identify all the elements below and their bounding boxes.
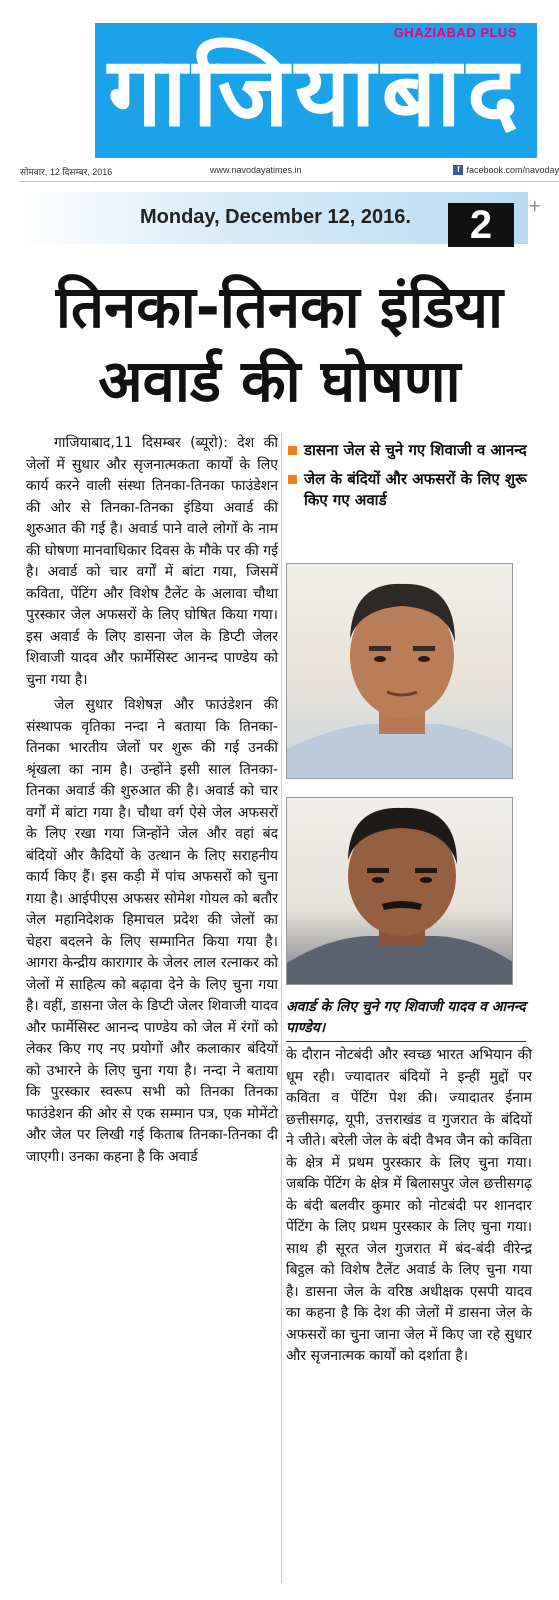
photo-caption: अवार्ड के लिए चुने गए शिवाजी यादव व आनन्द पाण्डेय। [286, 997, 526, 1042]
facebook-icon: f [453, 165, 463, 175]
highlight-text-2: जेल के बंदियों और अफसरों के लिए शुरू किए गए अवार्ड [304, 470, 527, 509]
portrait-photo-1 [286, 563, 513, 779]
crop-mark-icon: + [528, 196, 542, 215]
website-link[interactable]: www.navodayatimes.in [210, 165, 302, 175]
masthead [95, 23, 537, 158]
newspaper-title: गाजियाबाद [107, 36, 525, 148]
facebook-url: facebook.com/navoday [466, 165, 559, 175]
highlight-text-1: डासना जेल से चुने गए शिवाजी व आनन्द [304, 441, 527, 459]
page-number: 2 [448, 203, 514, 247]
article-body-left [26, 433, 278, 1168]
person-2-illustration [287, 798, 513, 985]
bullet-icon [288, 475, 297, 484]
hindi-date: सोमवार, 12 दिसम्बर, 2016 [20, 167, 113, 177]
article-headline [20, 270, 539, 418]
headline-line-1: तिनका-तिनका इंडिया [55, 273, 504, 341]
highlights-box [288, 440, 528, 519]
person-1-illustration [287, 564, 513, 779]
highlight-item [288, 469, 528, 511]
edition-label: GHAZIABAD PLUS [393, 25, 517, 40]
facebook-link[interactable] [453, 165, 559, 175]
paragraph-3: के दौरान नोटबंदी और स्वच्छ भारत अभियान की धूम रही। ज्यादातर बंदियों ने इन्हीं मुद्दों पर कविता व पेंटिंग पेश की। ज्यादातर ईनाम छत्तीसगढ़, यूपी, उत्तराखंड व गुजरात के बंदियों ने जीते। बरेली जेल के बंदी वैभव जैन को कविता के क्षेत्र में प्रथम पुरस्कार के लिए चुना गया। जबकि पेंटिंग के क्षेत्र में बिलासपुर जेल छत्तीसगढ़ के बंदी बलवीर कुमार को नोटबंदी पर शानदार पेंटिंग के लिए प्रथम पुरस्कार के लिए चुना गया। साथ ही सूरत जेल गुजरात में बंद-बंदी वीरेन्द्र बिट्ठल को विशेष टैलेंट अवार्ड के लिए चुना गया है। डासना जेल के वरिष्ठ अधीक्षक एसपी यादव का कहना है कि देश की जेलों में डासना जेल के अफसरों का चुना जाना जेल में किए जा रहे सुधार और सृजनात्मक कार्यों को दर्शाता है। [286, 1047, 532, 1364]
paragraph-2: जेल सुधार विशेषज्ञ और फाउंडेशन की संस्थापक वृतिका नन्दा ने बताया कि तिनका-तिनका भारतीय जेलों पर शुरू की गई उनकी श्रृंखला का नाम है। उन्होंने इसी साल तिनका-तिनका अवार्ड की शुरुआत की है। अवार्ड को चार वर्गों में बांटा गया है। चौथा वर्ग ऐसे जेल अफसरों के लिए रखा गया जिन्होंने जेल और वहां बंद बंदियों और कैदियों के उत्थान के लिए सराहनीय कार्य किए हैं। इस कड़ी में पांच अफसरों को चुना गया है। आईपीएस अफसर सोमेश गोयल को बतौर जेल महानिदेशक हिमाचल प्रदेश की जेलों का चेहरा बदलने के लिए सम्मानित किया गया है। आगरा केन्द्रीय कारागार के जेलर लाल रत्नाकर को जेलों में साहित्य को बढ़ावा देने के लिए चुना गया है। वहीं, डासना जेल के डिप्टी जेलर शिवाजी यादव और फार्मेसिस्ट आनन्द पाण्डेय को जेल में रंगों को लेकर किए गए नए प्रयोगों और कलाकार बंदियों को उभारने के लिए चुना गया है। नन्दा ने बताया कि पुरस्कार स्वरूप सभी को तिनका तिनका फाउंडेशन की ओर से एक सम्मान पत्र, एक मोमेंटो और जेल पर लिखी गई किताब तिनका-तिनका दी जाएगी। उनका कहना है कि अवार्ड [26, 697, 278, 1165]
article-body-right [286, 1045, 532, 1368]
headline-line-2: अवार्ड की घोषणा [98, 347, 461, 415]
english-date: Monday, December 12, 2016. [140, 206, 411, 228]
bullet-icon [288, 446, 297, 455]
portrait-photo-2 [286, 797, 513, 985]
paragraph-1: गाजियाबाद,11 दिसम्बर (ब्यूरो): देश की जेलों में सुधार और सृजनात्मकता कार्यों के लिए कार्य करने वाली संस्था तिनका-तिनका फाउंडेशन की ओर से तिनका-तिनका इंडिया अवार्ड की शुरुआत की गई है। अवार्ड पाने वाले लोगों के नाम की घोषणा मानवाधिकार दिवस के मौके पर की गई है। अवार्ड को चार वर्गों में बांटा गया, जिसमें कविता, पेंटिंग और विशेष टैलेंट के अलावा चौथा पुरस्कार जेल अफसरों के लिए घोषित किया गया। इस अवार्ड के लिए डासना जेल के डिप्टी जेलर शिवाजी यादव और फार्मेसिस्ट आनन्द पाण्डेय को चुना गया है। [26, 435, 278, 688]
highlight-item [288, 440, 528, 461]
column-divider [281, 433, 282, 1583]
info-bar [20, 160, 559, 182]
